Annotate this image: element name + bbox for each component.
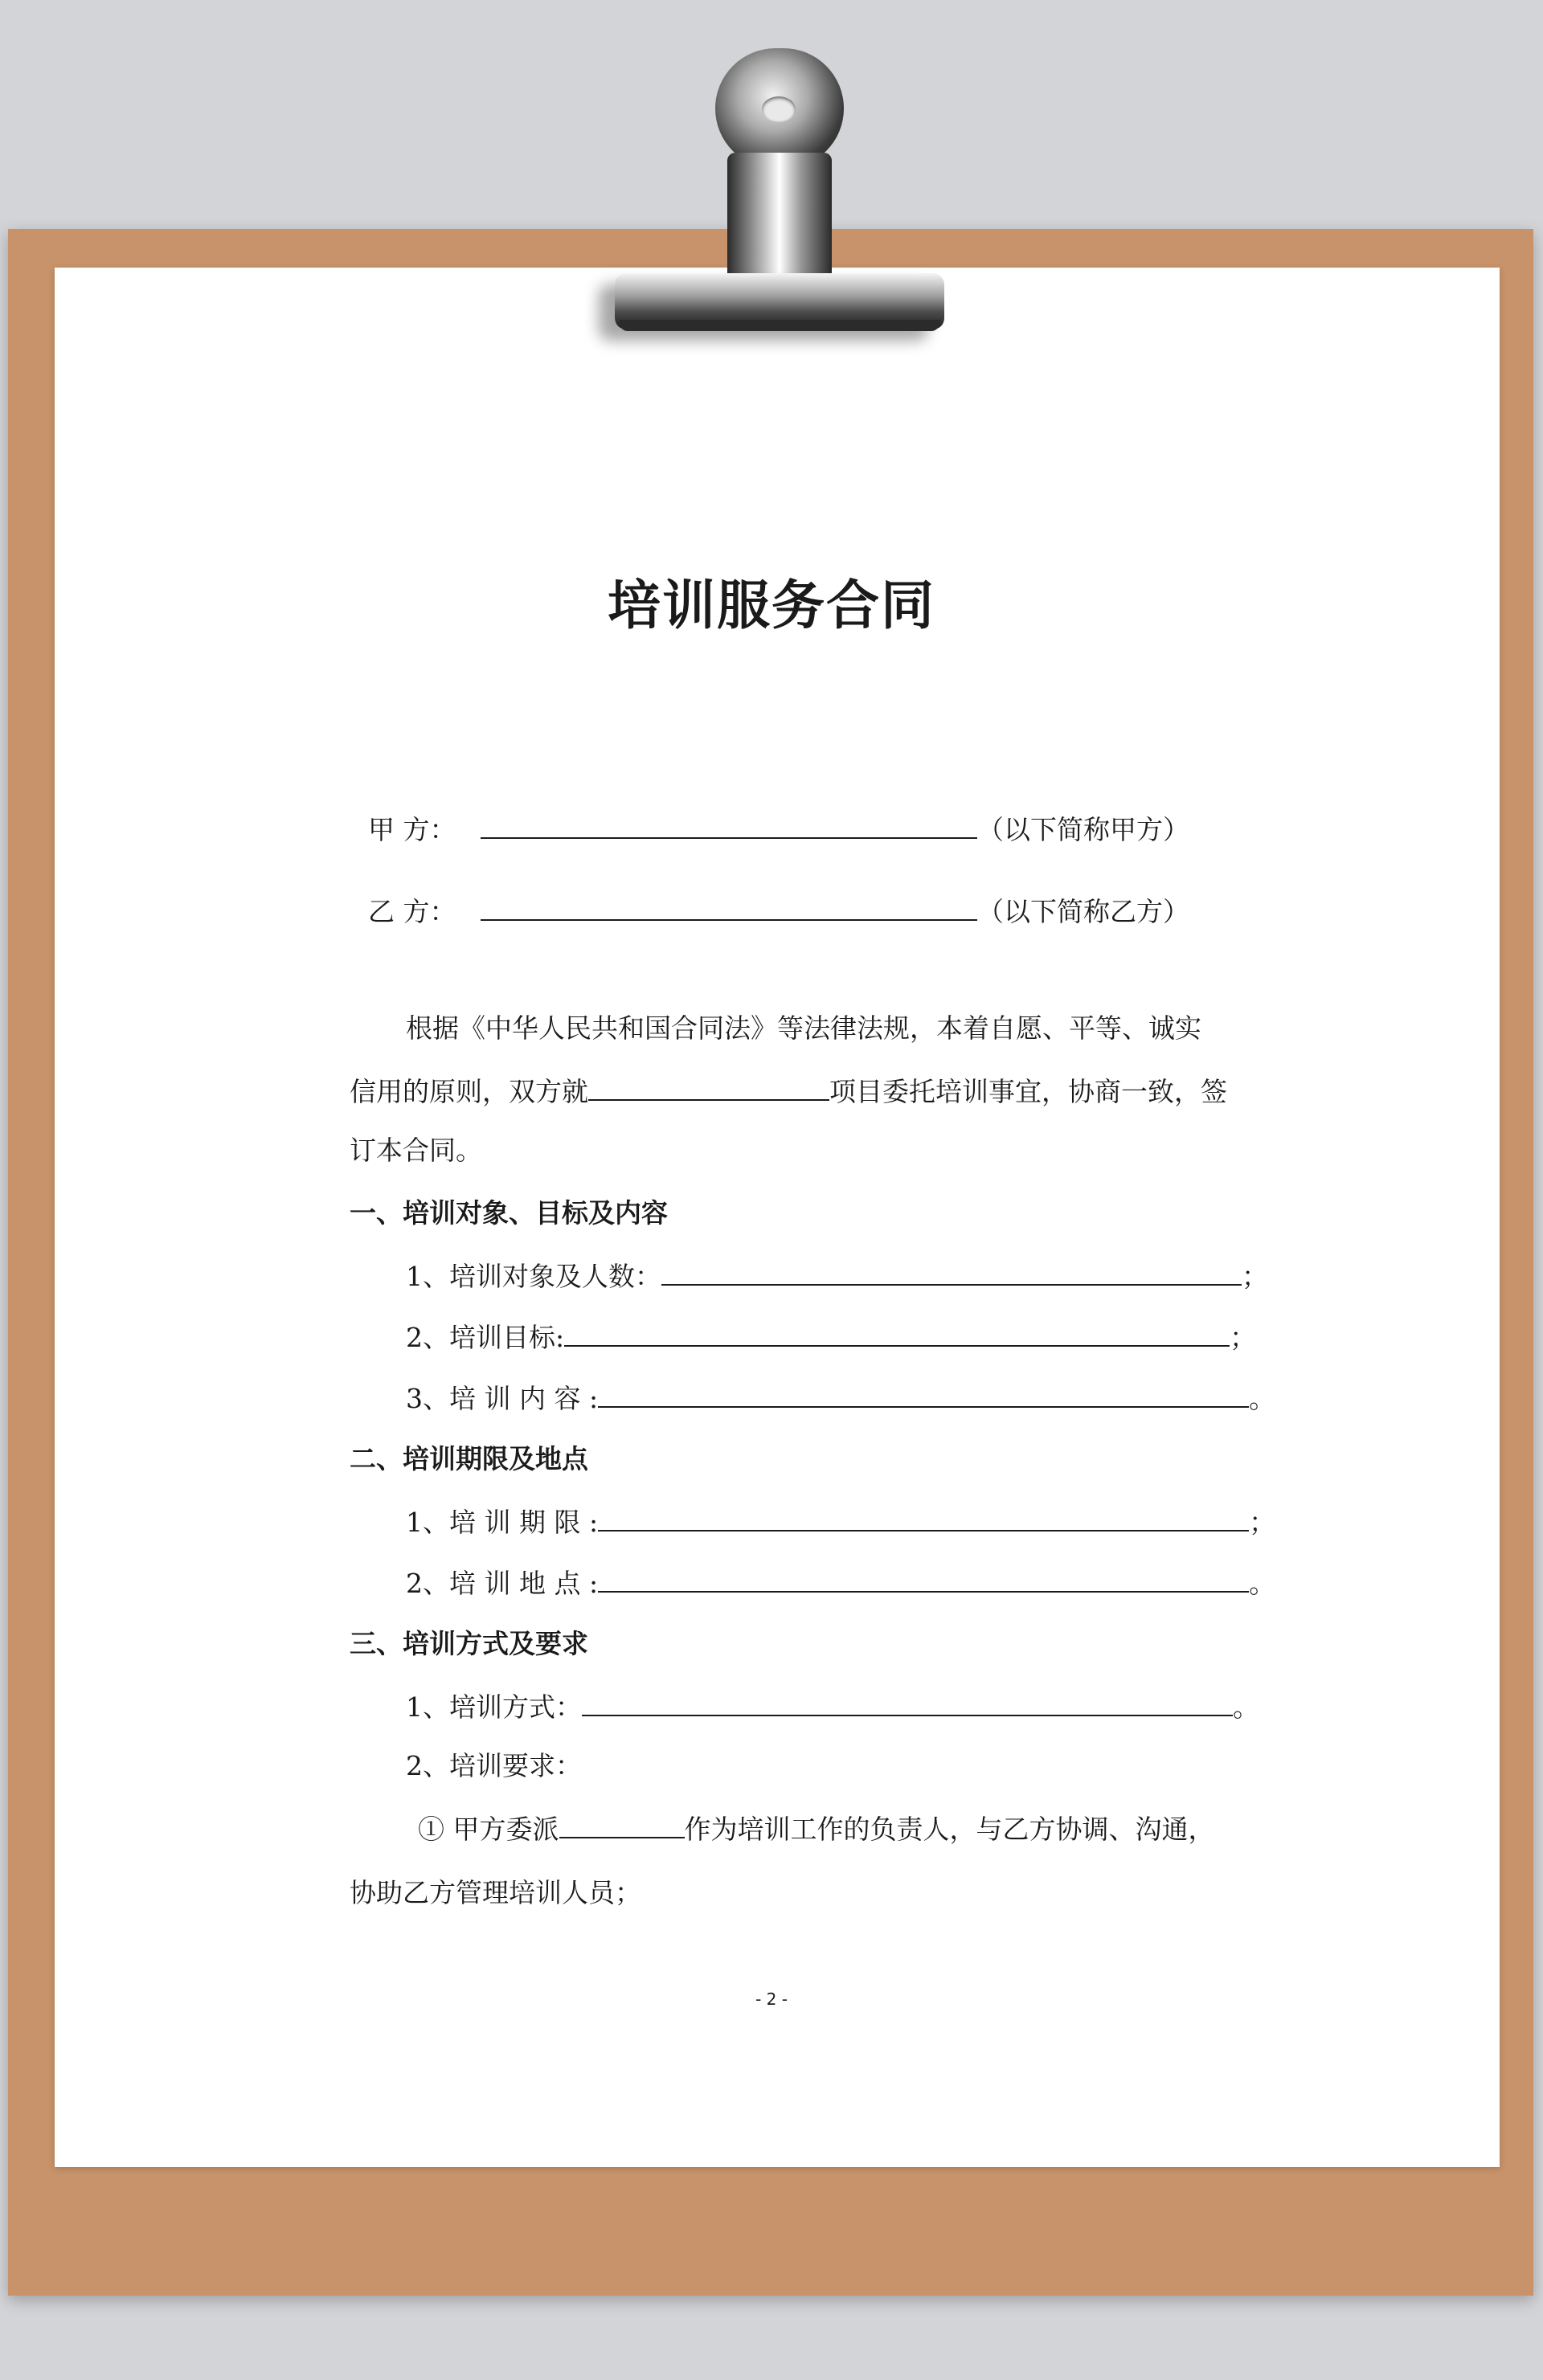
clip-ring <box>715 48 844 169</box>
document-title: 培训服务合同 <box>608 575 935 636</box>
period-blank[interactable] <box>598 1504 1249 1531</box>
item-label: 1、培 训 期 限 : <box>406 1507 599 1538</box>
section-1-heading: 一、培训对象、目标及内容 <box>350 1197 668 1229</box>
item-label: 3、培 训 内 容 : <box>406 1383 599 1414</box>
party-a-suffix: （以下简称甲方） <box>977 814 1189 845</box>
section-2-heading: 二、培训期限及地点 <box>350 1443 588 1474</box>
sub-before: ① 甲方委派 <box>418 1814 559 1845</box>
party-b-suffix: （以下简称乙方） <box>977 896 1189 927</box>
item-end: ； <box>1242 1261 1268 1292</box>
binder-clip <box>579 48 948 354</box>
section-1-item-2 <box>406 1319 1256 1354</box>
project-blank[interactable] <box>588 1073 829 1101</box>
item-label: 1、培训对象及人数： <box>406 1261 661 1292</box>
intro-line-3: 订本合同。 <box>350 1135 482 1166</box>
item-end: 。 <box>1233 1691 1259 1723</box>
manager-blank[interactable] <box>559 1811 685 1838</box>
clip-neck <box>727 153 832 281</box>
section-3-item-1 <box>406 1689 1259 1724</box>
item-end: 。 <box>1249 1568 1276 1599</box>
intro-line-1: 根据《中华人民共和国合同法》等法律法规，本着自愿、平等、诚实 <box>406 1012 1201 1044</box>
item-label: 2、培训目标: <box>406 1322 565 1353</box>
section-3-sub-1 <box>418 1811 1215 1846</box>
item-label: 2、培 训 地 点 : <box>406 1568 599 1599</box>
party-b-blank[interactable] <box>481 894 977 921</box>
intro-line-2-after: 项目委托培训事宜，协商一致，签 <box>829 1076 1227 1107</box>
section-3-item-2: 2、培训要求： <box>406 1750 582 1781</box>
section-3-sub-1-line-2: 协助乙方管理培训人员； <box>350 1877 641 1908</box>
item-end: ； <box>1230 1322 1257 1353</box>
trainee-blank[interactable] <box>661 1258 1242 1286</box>
intro-line-2 <box>350 1073 1227 1108</box>
intro-line-2-before: 信用的原则，双方就 <box>350 1076 588 1107</box>
item-end: 。 <box>1249 1383 1276 1414</box>
content-blank[interactable] <box>598 1380 1249 1408</box>
goal-blank[interactable] <box>564 1319 1230 1347</box>
party-a-label: 甲 方： <box>368 814 456 845</box>
section-2-item-2 <box>406 1565 1275 1600</box>
item-label: 1、培训方式： <box>406 1691 582 1723</box>
method-blank[interactable] <box>582 1689 1233 1716</box>
party-a-line <box>368 812 1189 846</box>
party-a-blank[interactable] <box>481 812 977 839</box>
party-b-label: 乙 方： <box>368 896 456 927</box>
sub-after: 作为培训工作的负责人，与乙方协调、沟通， <box>684 1814 1215 1845</box>
location-blank[interactable] <box>598 1565 1249 1593</box>
page-number: - 2 - <box>755 1989 788 2009</box>
section-3-heading: 三、培训方式及要求 <box>350 1628 588 1659</box>
document-page <box>55 268 1500 2167</box>
clip-bar <box>615 273 944 329</box>
section-2-item-1 <box>406 1504 1275 1539</box>
section-1-item-3 <box>406 1380 1275 1415</box>
party-b-line <box>368 894 1189 928</box>
section-1-item-1 <box>406 1258 1268 1293</box>
item-end: ； <box>1249 1507 1276 1538</box>
